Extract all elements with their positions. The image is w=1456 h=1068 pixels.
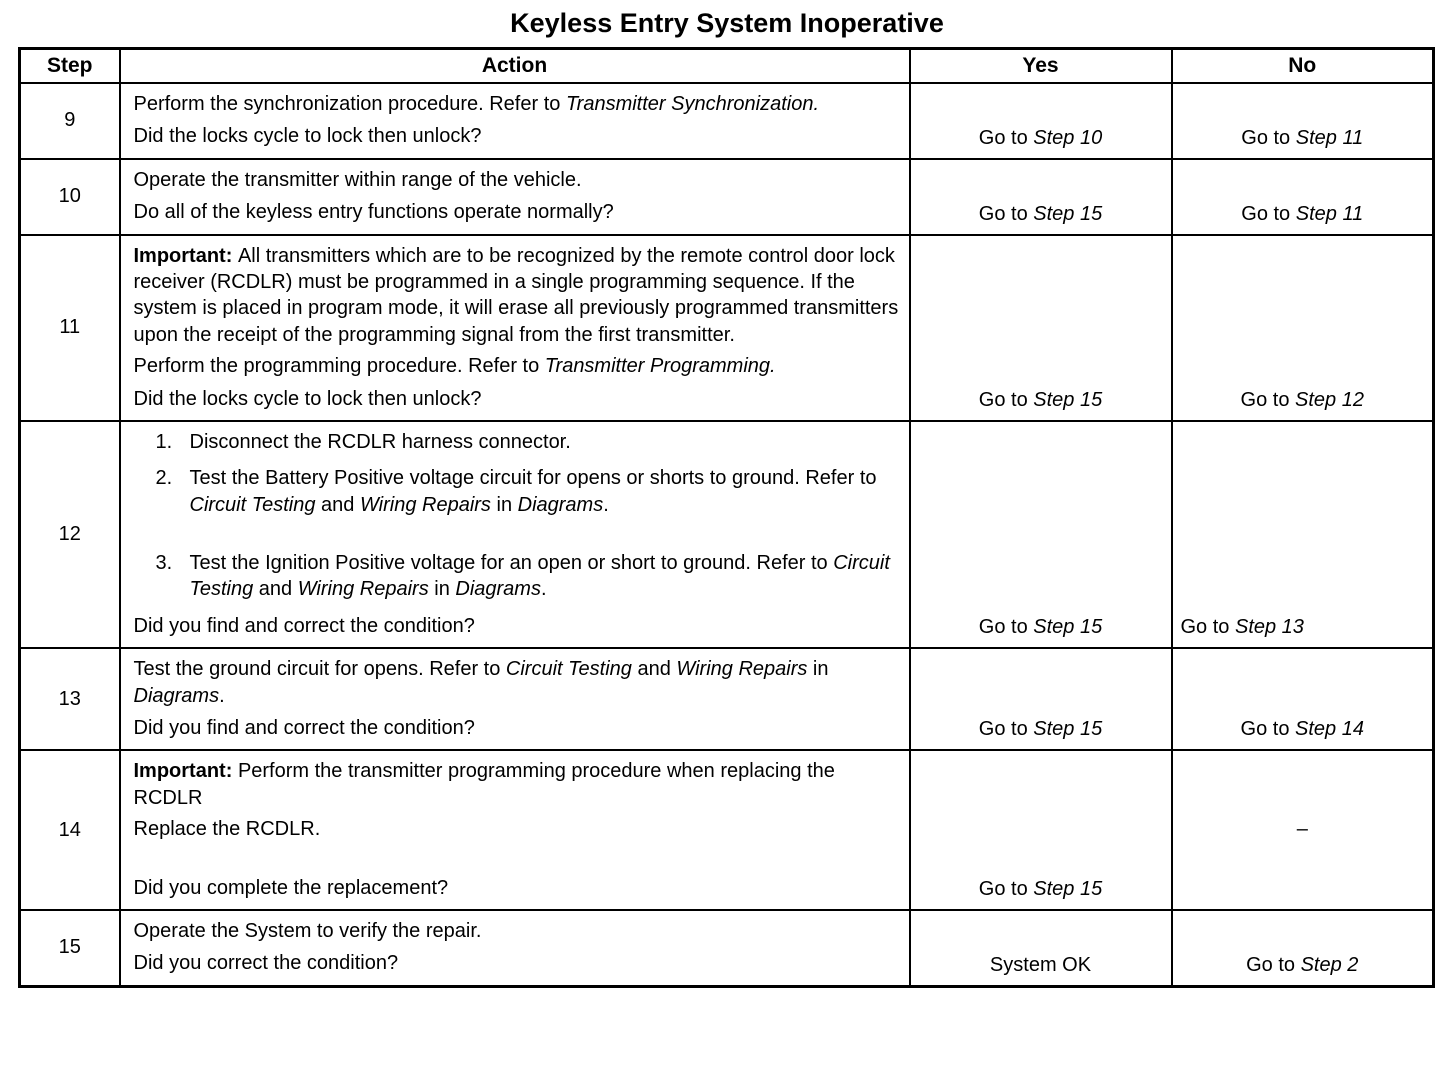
text-segment: Step 15 (1033, 877, 1103, 900)
list-text (190, 550, 899, 603)
yes-cell (910, 648, 1172, 750)
text-segment: and (631, 658, 677, 681)
list-text (190, 429, 899, 455)
action-question (134, 199, 899, 225)
text-segment: Step 15 (1033, 202, 1103, 225)
text-segment: Step 15 (1033, 616, 1103, 639)
action-cell (120, 648, 910, 750)
text-segment: Diagrams (133, 684, 220, 707)
text-segment: Go to (1240, 388, 1296, 411)
text-segment: and (315, 493, 360, 516)
text-segment: in (428, 578, 456, 601)
text-segment: Step 11 (1295, 202, 1364, 225)
table-row (20, 750, 1434, 910)
step-number: 14 (20, 750, 120, 910)
text-segment: Transmitter Programming. (544, 355, 776, 378)
text-segment: System OK (989, 953, 1092, 976)
action-cell (120, 910, 910, 986)
action-question (134, 950, 899, 976)
text-segment: Step 14 (1295, 718, 1364, 741)
no-cell (1172, 235, 1434, 421)
text-segment: Operate the System to verify the repair. (133, 919, 482, 942)
action-li (134, 429, 899, 455)
table-row (20, 648, 1434, 750)
text-segment: Wiring Repairs (676, 658, 808, 681)
yes-cell (910, 159, 1172, 235)
action-cell (120, 421, 910, 648)
action-para (134, 243, 899, 349)
table-row (20, 159, 1434, 235)
text-segment: Go to (1180, 616, 1235, 639)
no-cell (1172, 421, 1434, 648)
text-segment: Step 2 (1300, 953, 1359, 976)
no-cell (1172, 159, 1434, 235)
action-li (134, 465, 899, 518)
no-cell (1172, 910, 1434, 986)
text-segment: Test the ground circuit for opens. Refer to (133, 658, 506, 681)
list-number: 3. (155, 552, 173, 575)
text-segment: in (490, 493, 518, 516)
table-body (20, 83, 1434, 986)
text-segment: Transmitter Synchronization. (565, 93, 819, 115)
text-segment: Disconnect the RCDLR harness connector. (189, 430, 571, 453)
yes-cell (910, 421, 1172, 648)
text-segment: Go to (1240, 718, 1296, 741)
yes-cell (910, 750, 1172, 910)
col-header-action: Action (120, 49, 910, 84)
no-cell (1172, 83, 1434, 159)
action-li (134, 550, 899, 603)
col-header-step: Step (20, 49, 120, 84)
text-segment: All transmitters which are to be recognized by the remote control door lock receiver (RCDLR) must be programmed in a single programming sequence. If the system is placed in program mode, it will erase all previously programmed transmitters upon the receipt of the programming signal from the first transmitter. (133, 244, 899, 346)
text-segment: Perform the transmitter programming procedure when replacing the RCDLR (133, 760, 835, 809)
step-number: 12 (20, 421, 120, 648)
yes-cell (910, 235, 1172, 421)
action-question (134, 123, 899, 149)
text-segment: Diagrams (517, 493, 604, 516)
text-segment: Go to (1241, 202, 1296, 225)
action-cell (120, 750, 910, 910)
action-question (134, 875, 899, 901)
action-cell (120, 83, 910, 159)
no-cell (1172, 750, 1434, 910)
table-row (20, 421, 1434, 648)
action-question (134, 613, 899, 639)
action-cell (120, 235, 910, 421)
step-number: 9 (20, 83, 120, 159)
action-question (134, 715, 899, 741)
list-number: 2. (155, 467, 173, 490)
text-segment: Go to (978, 202, 1034, 225)
text-segment: Step 10 (1033, 126, 1103, 149)
action-para (134, 816, 899, 842)
text-segment: and (253, 578, 298, 601)
step-number: 13 (20, 648, 120, 750)
text-segment: Go to (1241, 126, 1296, 149)
diagnostic-table (18, 47, 1435, 988)
text-segment: Perform the programming procedure. Refer to (133, 355, 545, 378)
list-number: 1. (155, 430, 173, 453)
text-segment: Go to (978, 616, 1034, 639)
text-segment: Circuit Testing (189, 552, 890, 601)
text-segment: Step 15 (1033, 388, 1103, 411)
table-row (20, 235, 1434, 421)
header-row (20, 49, 1434, 84)
action-para (134, 758, 899, 811)
no-cell (1172, 648, 1434, 750)
action-para (134, 353, 899, 379)
page-title: Keyless Entry System Inoperative (510, 8, 944, 38)
text-segment: Step 15 (1033, 718, 1103, 741)
text-segment: Test the Battery Positive voltage circuit for opens or shorts to ground. Refer to (189, 467, 877, 490)
text-segment: – (1296, 817, 1308, 840)
action-para (134, 918, 899, 944)
action-para (134, 91, 899, 117)
text-segment: . (219, 684, 225, 707)
text-segment: Test the Ignition Positive voltage for an open or short to ground. Refer to (189, 552, 834, 575)
text-segment: Did you find and correct the condition? (133, 614, 475, 637)
text-segment: Circuit Testing (189, 493, 316, 516)
list-text (190, 465, 899, 518)
step-number: 15 (20, 910, 120, 986)
text-segment: Go to (978, 388, 1034, 411)
step-number: 10 (20, 159, 120, 235)
text-segment: Step 11 (1295, 126, 1364, 149)
text-segment: Diagrams (455, 578, 541, 601)
text-segment: Wiring Repairs (359, 493, 491, 516)
text-segment: Did you complete the replacement? (133, 876, 449, 899)
text-segment: . (603, 493, 609, 516)
step-number: 11 (20, 235, 120, 421)
text-segment: in (807, 658, 829, 681)
yes-cell (910, 83, 1172, 159)
text-segment: Go to (978, 877, 1034, 900)
text-segment: Important: (133, 244, 238, 267)
text-segment: Step 12 (1295, 388, 1364, 411)
text-segment: Go to (1246, 953, 1301, 976)
text-segment: Perform the synchronization procedure. Refer to (133, 93, 566, 115)
text-segment: . (540, 578, 547, 601)
action-para (134, 656, 899, 709)
text-segment: Replace the RCDLR. (133, 818, 321, 841)
text-segment: Step 13 (1234, 616, 1304, 639)
text-segment: Did the locks cycle to lock then unlock? (133, 125, 482, 148)
action-question (134, 386, 899, 412)
yes-cell (910, 910, 1172, 986)
text-segment: Circuit Testing (505, 658, 632, 681)
table-row (20, 83, 1434, 159)
text-segment: Important: (133, 760, 238, 783)
text-segment: Did you correct the condition? (133, 952, 399, 975)
text-segment: Operate the transmitter within range of the vehicle. (133, 168, 582, 191)
action-cell (120, 159, 910, 235)
text-segment: Go to (978, 718, 1034, 741)
text-segment: Do all of the keyless entry functions operate normally? (133, 201, 614, 224)
text-segment: Did you find and correct the condition? (133, 717, 475, 740)
col-header-yes: Yes (910, 49, 1172, 84)
action-para (134, 167, 899, 193)
text-segment: Wiring Repairs (297, 578, 429, 601)
col-header-no: No (1172, 49, 1434, 84)
text-segment: Did the locks cycle to lock then unlock? (133, 387, 482, 410)
text-segment: Go to (978, 126, 1034, 149)
table-row (20, 910, 1434, 986)
